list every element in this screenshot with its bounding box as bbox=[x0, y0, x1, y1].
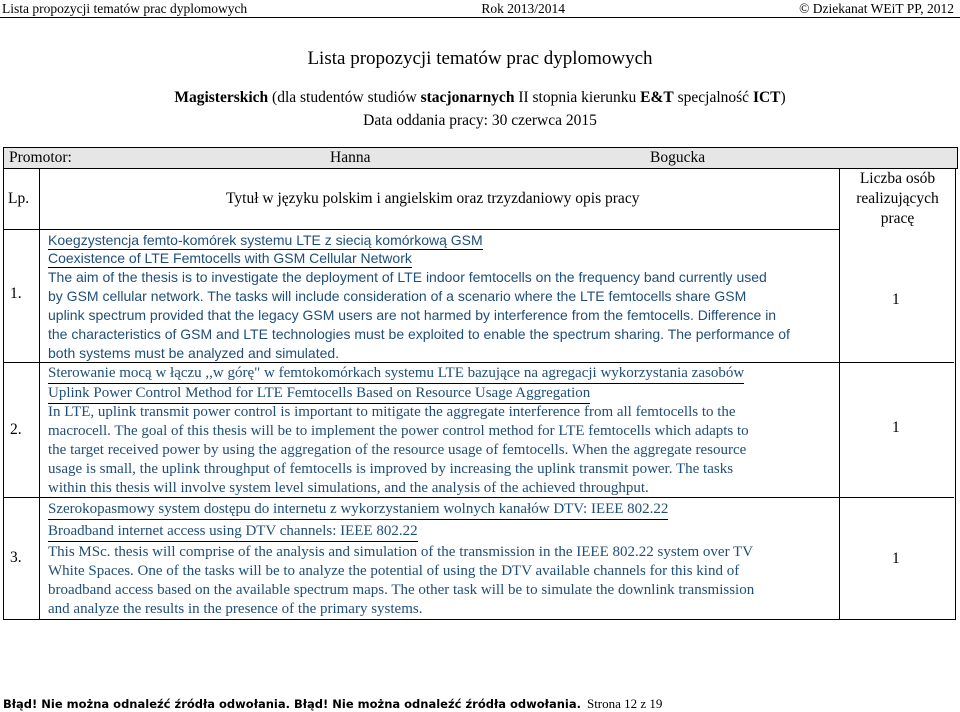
row-3-title-pl: Szerokopasmowy system dostępu do internetu z wykorzystaniem wolnych kanałów DTV: IEEE 802.22 bbox=[48, 500, 668, 520]
page-footer bbox=[3, 696, 662, 712]
row-2-title-en: Uplink Power Control Method for LTE Femtocells Based on Resource Usage Aggregation bbox=[48, 384, 590, 404]
row-2-title-pl: Sterowanie mocą w łączu ,,w górę" w femtokomórkach systemu LTE bazujące na agregacji wykorzystania zasobów bbox=[48, 364, 744, 384]
footer-page-number: Strona 12 z 19 bbox=[586, 696, 663, 711]
row-1-title-en: Coexistence of LTE Femtocells with GSM Cellular Network bbox=[48, 250, 412, 266]
submission-date: Data oddania pracy: 30 czerwca 2015 bbox=[363, 112, 597, 129]
footer-reference-error: Błąd! Nie można odnaleźć źródła odwołania. Błąd! Nie można odnaleźć źródła odwołania. bbox=[3, 697, 581, 711]
document-subtitle: Magisterskich (dla studentów studiów stacjonarnych II stopnia kierunku E&T specjalność ICT) bbox=[174, 89, 786, 106]
table-col-divider-1 bbox=[39, 168, 40, 620]
row-2-count: 1 bbox=[892, 419, 900, 436]
page-header bbox=[0, 0, 960, 17]
header-copyright: © Dziekanat WEiT PP, 2012 bbox=[799, 0, 954, 16]
row-divider-1 bbox=[3, 362, 954, 363]
header-left-text: Lista propozycji tematów prac dyplomowych bbox=[2, 0, 248, 16]
table-header-divider bbox=[3, 229, 840, 230]
promotor-label: Promotor: bbox=[9, 149, 72, 166]
promotor-last-name: Bogucka bbox=[650, 149, 706, 166]
row-3-count: 1 bbox=[892, 550, 900, 567]
row-2-description: In LTE, uplink transmit power control is important to mitigate the aggregate interference from all femtocells to the macrocell. The goal of this thesis will be to implement the power control method for LTE femtocells which adapts to the target received power by using the aggregation of the resource usage of femtocells. When the aggregate resource usage is small, the uplink throughput of femtocells is improved by increasing the uplink transmit power. The tasks within this thesis will involve system level simulations, and the analysis of the achieved throughput. bbox=[48, 404, 749, 496]
table-header-title: Tytuł w języku polskim i angielskim oraz trzyzdaniowy opis pracy bbox=[226, 190, 640, 207]
table-header-count: Liczba osób realizujących pracę bbox=[856, 170, 939, 227]
row-divider-2 bbox=[3, 497, 954, 498]
row-1-title-pl: Koegzystencja femto-komórek systemu LTE z siecią komórkową GSM bbox=[48, 232, 483, 248]
promotor-row bbox=[3, 147, 958, 169]
row-3-title-en: Broadband internet access using DTV channels: IEEE 802.22 bbox=[48, 522, 418, 542]
header-divider bbox=[0, 17, 960, 18]
row-1-description: The aim of the thesis is to investigate the deployment of LTE indoor femtocells on the frequency band currently used by GSM cellular network. The tasks will include consideration of a scenario where the LTE femtocells share GSM uplink spectrum provided that the legacy GSM users are not harmed by interference from the femtocells. Difference in the characteristics of GSM and LTE technologies must be exploited to enable the spectrum sharing. The performance of both systems must be analyzed and simulated. bbox=[48, 269, 790, 361]
row-3-number: 3. bbox=[10, 549, 22, 566]
row-2-number: 2. bbox=[10, 421, 22, 438]
row-1-count: 1 bbox=[892, 291, 900, 308]
header-year: Rok 2013/2014 bbox=[481, 0, 565, 16]
table-header-lp: Lp. bbox=[8, 190, 30, 207]
row-1-number: 1. bbox=[10, 285, 22, 302]
row-3-description: This MSc. thesis will comprise of the analysis and simulation of the transmission in the IEEE 802.22 system over TV White Spaces. One of the tasks will be to analyze the potential of using the DTV available channels for this kind of broadband access based on the available spectrum maps. The other task will be to simulate the downlink transmission and analyze the results in the presence of the primary systems. bbox=[48, 544, 755, 617]
document-title: Lista propozycji tematów prac dyplomowych bbox=[307, 48, 653, 69]
promotor-first-name: Hanna bbox=[330, 149, 371, 166]
